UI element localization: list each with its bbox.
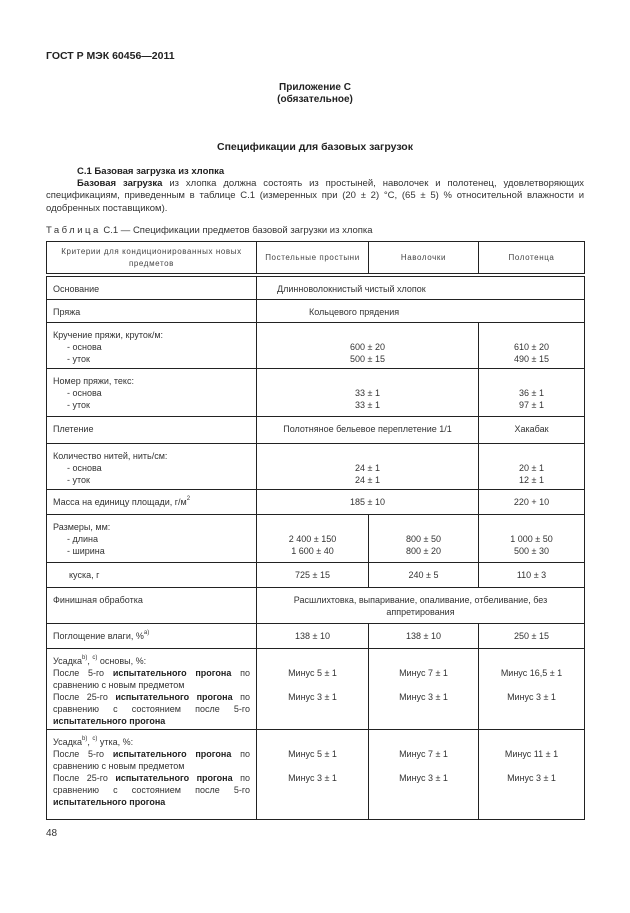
cell-text: испытательного прогона [115, 691, 233, 702]
cell-value [257, 514, 369, 562]
cell-value: 250 ± 15 [479, 623, 585, 648]
cell-text [375, 736, 472, 748]
appendix-title: Приложение С [279, 82, 351, 93]
cell-text: b) [82, 654, 88, 661]
table-row [47, 275, 585, 299]
table-row [47, 443, 585, 489]
cell-text: - основа [67, 462, 102, 473]
cell-value: 138 ± 10 [257, 623, 369, 648]
cell-text: После 5-го [53, 667, 113, 678]
cell-value [257, 443, 479, 489]
cell-text: Минус 3 ± 1 [288, 691, 337, 702]
row-label: Финишная обработка [47, 587, 257, 623]
cell-text [263, 736, 362, 748]
cell-text: Усадка [53, 736, 83, 747]
cell-value: 220 + 10 [479, 489, 585, 514]
header-towels: Полотенца [479, 242, 585, 276]
cell-text: испытательного прогона [115, 772, 233, 783]
cell-text: 500 ± 15 [350, 353, 385, 364]
caption-label: Таблица [46, 225, 101, 236]
row-label [47, 729, 257, 819]
cell-value: Расшлихтовка, выпаривание, опаливание, отбеливание, без аппретирования [257, 587, 585, 623]
cell-text [53, 667, 250, 691]
table-row [47, 416, 585, 443]
cell-value [479, 729, 585, 819]
cell-text [263, 329, 472, 341]
cell-text [263, 679, 362, 691]
cell-value: Кольцевого прядения [257, 299, 585, 322]
cell-text: - уток [67, 474, 90, 485]
header-criteria: Критерии для кондиционированных новых предметов [47, 242, 257, 276]
cell-value [257, 322, 479, 368]
cell-text: 800 ± 50 [406, 533, 441, 544]
cell-text: Минус 3 ± 1 [288, 772, 337, 783]
row-label [47, 623, 257, 648]
cell-text [375, 679, 472, 691]
cell-text: испытательного прогона [112, 748, 232, 759]
header-sheets: Постельные простыни [257, 242, 369, 276]
table-caption [46, 225, 373, 236]
cell-text: 33 ± 1 [355, 399, 380, 410]
cell-text: 600 ± 20 [350, 341, 385, 352]
cell-text [263, 375, 472, 387]
table-row [47, 514, 585, 562]
cell-text: 2 400 ± 150 [288, 533, 337, 544]
cell-text [263, 450, 472, 462]
row-label: куска, г [47, 562, 257, 587]
cell-text: 1 000 ± 50 [510, 533, 553, 544]
cell-text: 20 ± 1 [519, 462, 544, 473]
cell-text: Минус 3 ± 1 [399, 691, 448, 702]
cell-text: 610 ± 20 [514, 341, 549, 352]
cell-text: Количество нитей, нить/см: [53, 450, 168, 461]
caption-text: С.1 — Спецификации предметов базовой загрузки из хлопка [100, 225, 373, 236]
term: Базовая загрузка [77, 178, 163, 189]
cell-text: После 25-го [53, 691, 116, 702]
cell-text [485, 375, 578, 387]
cell-text: Минус 5 ± 1 [288, 667, 337, 678]
cell-text: - ширина [67, 545, 105, 556]
cell-text: Минус 16,5 ± 1 [500, 667, 563, 678]
cell-value: 138 ± 10 [369, 623, 479, 648]
cell-text: c) [92, 654, 98, 661]
cell-text [53, 772, 250, 808]
cell-text: испытательного прогона [112, 667, 232, 678]
cell-text: Минус 5 ± 1 [288, 748, 337, 759]
cell-text: Минус 11 ± 1 [504, 748, 559, 759]
cell-value [257, 648, 369, 729]
cell-value: Хакабак [479, 416, 585, 443]
cell-value [369, 514, 479, 562]
cell-text: основы, %: [97, 655, 147, 666]
cell-text: 97 ± 1 [519, 399, 544, 410]
cell-value [257, 729, 369, 819]
table-header-row [47, 242, 585, 276]
sub-label: - уток [67, 353, 90, 364]
row-label [47, 648, 257, 729]
cell-text: испытательного прогона [53, 715, 166, 726]
cell-text: После 5-го [53, 748, 113, 759]
cell-text: по сравнению с новым предметом [53, 748, 250, 771]
row-label [47, 368, 257, 416]
cell-text: Усадка$^{b)}$, $^{c)}$ утка, %: [53, 735, 134, 747]
page-title: Спецификации для базовых загрузок [217, 141, 413, 153]
table-row [47, 729, 585, 819]
cell-text [263, 521, 362, 533]
intro-paragraph [46, 178, 584, 215]
cell-value [369, 648, 479, 729]
cell-text: 2 [186, 495, 191, 502]
cell-value [257, 368, 479, 416]
table-row [47, 489, 585, 514]
table-row [47, 623, 585, 648]
table-row [47, 587, 585, 623]
table-row [47, 562, 585, 587]
appendix-note: (обязательное) [277, 94, 353, 105]
cell-text: Минус 7 ± 1 [399, 667, 448, 678]
cell-text: Поглощение влаги, % [53, 630, 144, 641]
row-label [47, 322, 257, 368]
cell-value [479, 322, 585, 368]
table-row [47, 299, 585, 322]
cell-text: Размеры, мм: [53, 521, 111, 532]
row-label: Плетение [47, 416, 257, 443]
cell-value [479, 648, 585, 729]
header-pillowcases: Наволочки [369, 242, 479, 276]
cell-value: 725 ± 15 [257, 562, 369, 587]
document-header: ГОСТ Р МЭК 60456—2011 [46, 50, 175, 62]
cell-text: После 25-го [53, 772, 116, 783]
cell-text: утка, %: [97, 736, 134, 747]
table-row [47, 648, 585, 729]
cell-text: 800 ± 20 [406, 545, 441, 556]
cell-text: 33 ± 1 [355, 387, 380, 398]
row-label [47, 489, 257, 514]
cell-text: испытательного прогона [53, 796, 166, 807]
cell-text: Номер пряжи, текс: [53, 375, 134, 386]
cell-text [485, 736, 578, 748]
cell-text [485, 679, 578, 691]
page-number: 48 [46, 828, 58, 839]
cell-text [375, 760, 472, 772]
cell-text [53, 748, 250, 772]
cell-text [485, 760, 578, 772]
cell-text: Минус 3 ± 1 [507, 691, 556, 702]
cell-text: по сравнению с новым предметом [53, 667, 250, 690]
cell-text [53, 691, 250, 727]
cell-value [479, 368, 585, 416]
cell-text [263, 760, 362, 772]
cell-text: - длина [67, 533, 99, 544]
cell-text: 24 ± 1 [355, 462, 380, 473]
cell-text: - основа [67, 387, 102, 398]
cell-value: 110 ± 3 [479, 562, 585, 587]
label: Кручение пряжи, круток/м: [53, 329, 164, 340]
table-row [47, 322, 585, 368]
cell-text: - уток [67, 399, 90, 410]
cell-value: 240 ± 5 [369, 562, 479, 587]
cell-text: b) [82, 735, 88, 742]
cell-text: 1 600 ± 40 [291, 545, 334, 556]
row-label [47, 443, 257, 489]
cell-value: Длинноволокнистый чистый хлопок [257, 275, 585, 299]
row-label: Основание [47, 275, 257, 299]
cell-text: 490 ± 15 [514, 353, 549, 364]
cell-text [485, 521, 578, 533]
paragraph-text: из хлопка должна состоять из простыней, наволочек и полотенец, удовлетворяющих спецификациям, приведенным в таблице С.1 (измеренных при (20 ± 2) °С, (65 ± 5) % относительной влажности и одобренных поставщиком). [46, 178, 584, 214]
cell-text: Масса на единицу площади, г/м [53, 496, 187, 507]
cell-text: c) [92, 735, 98, 742]
row-label: Пряжа [47, 299, 257, 322]
section-heading: С.1 Базовая загрузка из хлопка [77, 166, 225, 177]
cell-text: 24 ± 1 [355, 474, 380, 485]
cell-value [479, 443, 585, 489]
cell-text: Минус 3 ± 1 [399, 772, 448, 783]
table-row [47, 368, 585, 416]
cell-text: Усадка$^{b)}$, $^{c)}$ основы, %: [53, 654, 147, 666]
cell-value [369, 729, 479, 819]
cell-text: по сравнению с состоянием после 5-го [53, 691, 250, 714]
cell-text [485, 450, 578, 462]
cell-text: a) [143, 629, 150, 636]
cell-value [479, 514, 585, 562]
sub-label: - основа [67, 341, 102, 352]
row-label [47, 514, 257, 562]
cell-text [485, 655, 578, 667]
cell-text: по сравнению с состоянием после 5-го [53, 772, 250, 795]
cell-text [375, 655, 472, 667]
cell-text [485, 329, 578, 341]
cell-text: Усадка [53, 655, 83, 666]
cell-text: 12 ± 1 [519, 474, 544, 485]
cell-text [375, 521, 472, 533]
cell-text: 500 ± 30 [514, 545, 549, 556]
spec-table [46, 241, 585, 820]
cell-text: Минус 7 ± 1 [399, 748, 448, 759]
cell-value: Полотняное бельевое переплетение 1/1 [257, 416, 479, 443]
cell-value: 185 ± 10 [257, 489, 479, 514]
cell-text: 36 ± 1 [519, 387, 544, 398]
cell-text: Минус 3 ± 1 [507, 772, 556, 783]
cell-text [263, 655, 362, 667]
